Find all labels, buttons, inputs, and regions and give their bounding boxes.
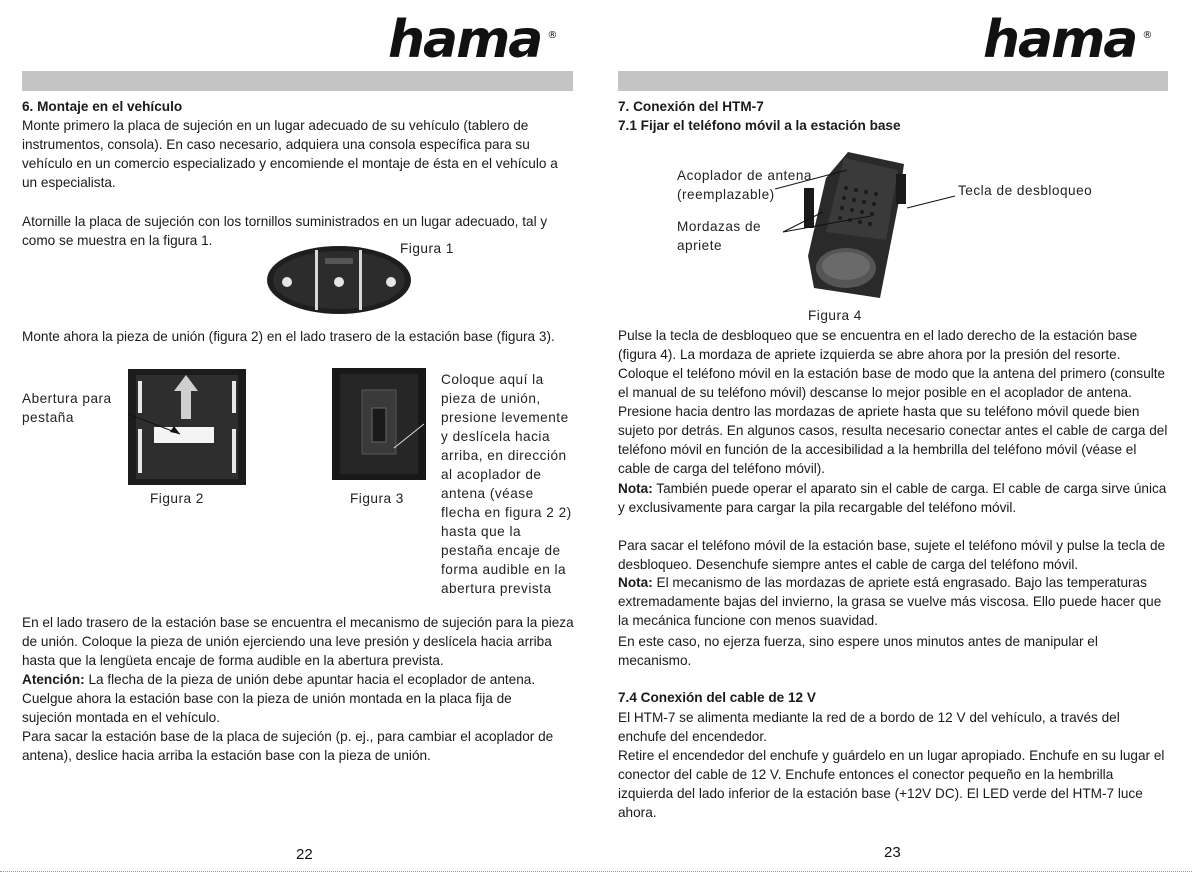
abertura-label: Abertura para pestaña xyxy=(22,391,112,425)
paragraph: Atornille la placa de sujeción con los tornillos suministrados en un lugar adecuado, tal y como se muestra en la figura 1. xyxy=(22,214,548,248)
paragraph: En este caso, no ejerza fuerza, sino espere unos minutos antes de manipular el mecanismo. xyxy=(618,634,1098,668)
hama-logo-left: hama ® xyxy=(388,10,556,70)
atencion-text: La flecha de la pieza de unión debe apuntar hacia el ecoplador de antena. xyxy=(84,672,536,687)
nota-text: También puede operar el aparato sin el cable de carga. El cable de carga sirve única y exclusivamente para cargar la pila recargable del teléfono móvil. xyxy=(618,481,1167,515)
nota-text: El mecanismo de las mordazas de apriete está engrasado. Bajo las temperaturas extremadamente bajas del invierno, la grasa se vuelve más viscosa. Ello puede hacer que la mecánica funcione con menos suavidad. xyxy=(618,575,1162,628)
section-heading-conexion: 7. Conexión del HTM-7 xyxy=(618,99,764,114)
paragraph: Para sacar la estación base de la placa de sujeción (p. ej., para cambiar el acoplador de antena), deslice hacia arriba la estación base con la pieza de unión. xyxy=(22,729,554,763)
atencion-note xyxy=(22,670,577,689)
hama-logo-right: hama ® xyxy=(983,10,1151,70)
paragraph: En el lado trasero de la estación base se encuentra el mecanismo de sujeción para la pieza de unión. Coloque la pieza de unión ejerciendo una leve presión y deslícela hacia arriba hasta que la lengüeta encaje de forma audible en la abertura prevista. xyxy=(22,615,574,668)
paragraph: Retire el encendedor del enchufe y guárdelo en un lugar apropiado. Enchufe en su lugar el conector del cable de 12 V. Enchufe entonces el conector pequeño en la hembrilla izquierda del lado inferior de la estación base (+12V DC). El LED verde del HTM-7 luce ahora. xyxy=(618,748,1165,820)
paragraph: Pulse la tecla de desbloqueo que se encuentra en el lado derecho de la estación base (figura 4). La mordaza de apriete izquierda se abre ahora por la presión del resorte. Coloque el teléfono móvil en la estación base de modo que la antena del primero (consulte el manual de su teléfono móvil) descanse lo mejor posible en el acoplador de antena. Presione hacia dentro las mordazas de apriete hasta que su teléfono móvil quede bien sujeto por detrás. En algunos casos, resulta necesario conectar antes el cable de carga del teléfono móvil en función de la accesibilidad a la hembrilla del teléfono móvil (véase el cable de carga del teléfono móvil). xyxy=(618,328,1168,476)
figure-3-caption: Figura 3 xyxy=(350,491,404,506)
bottom-border xyxy=(0,871,1192,872)
subsection-heading-cable: 7.4 Conexión del cable de 12 V xyxy=(618,690,816,705)
page-number-right: 23 xyxy=(884,844,901,861)
mordazas-label: Mordazas de apriete xyxy=(677,219,762,253)
paragraph: El HTM-7 se alimenta mediante la red de a bordo de 12 V del vehículo, a través del enchufe del encendedor. xyxy=(618,710,1120,744)
nota-2 xyxy=(618,573,1170,630)
nota-label: Nota: xyxy=(618,481,653,496)
figure-2-caption: Figura 2 xyxy=(150,491,204,506)
acoplador-label: Acoplador de antena (reemplazable) xyxy=(677,168,812,202)
paragraph: Monte ahora la pieza de unión (figura 2) en el lado trasero de la estación base (figura 3). xyxy=(22,329,555,344)
figure-4-caption: Figura 4 xyxy=(808,308,862,323)
atencion-label: Atención: xyxy=(22,672,85,687)
paragraph: Monte primero la placa de sujeción en un lugar adecuado de su vehículo (tablero de instrumentos, consola). En caso necesario, adquiera una consola específica para su vehículo en un comercio especializado y encomiende el montaje de ésta en el vehículo a un especialista. xyxy=(22,118,558,190)
nota-label: Nota: xyxy=(618,575,653,590)
figure-1-mounting-plate xyxy=(265,244,413,316)
paragraph: Cuelgue ahora la estación base con la pieza de unión montada en la placa fija de sujeción montada en el vehículo. xyxy=(22,691,512,725)
paragraph: Para sacar el teléfono móvil de la estación base, sujete el teléfono móvil y pulse la tecla de desbloqueo. Desenchufe siempre antes el cable de carga del teléfono móvil. xyxy=(618,538,1166,572)
nota-1 xyxy=(618,479,1170,517)
figure-3-base-station-back xyxy=(332,368,426,480)
header-bar-left xyxy=(22,71,573,91)
tecla-desbloqueo-label: Tecla de desbloqueo xyxy=(958,183,1093,198)
abertura-pointer-line xyxy=(128,410,188,440)
coloque-instruction: Coloque aquí la pieza de unión, presione levemente y deslícela hacia arriba, en dirección al acoplador de antena (véase flecha en figura 2 2) hasta que la pestaña encaje de forma audible en la abertura prevista xyxy=(441,372,572,596)
page-number-left: 22 xyxy=(296,846,313,863)
header-bar-right xyxy=(618,71,1168,91)
section-heading-montaje: 6. Montaje en el vehículo xyxy=(22,99,183,114)
subsection-heading-fijar: 7.1 Fijar el teléfono móvil a la estación base xyxy=(618,118,901,133)
figure-1-caption: Figura 1 xyxy=(400,241,454,256)
